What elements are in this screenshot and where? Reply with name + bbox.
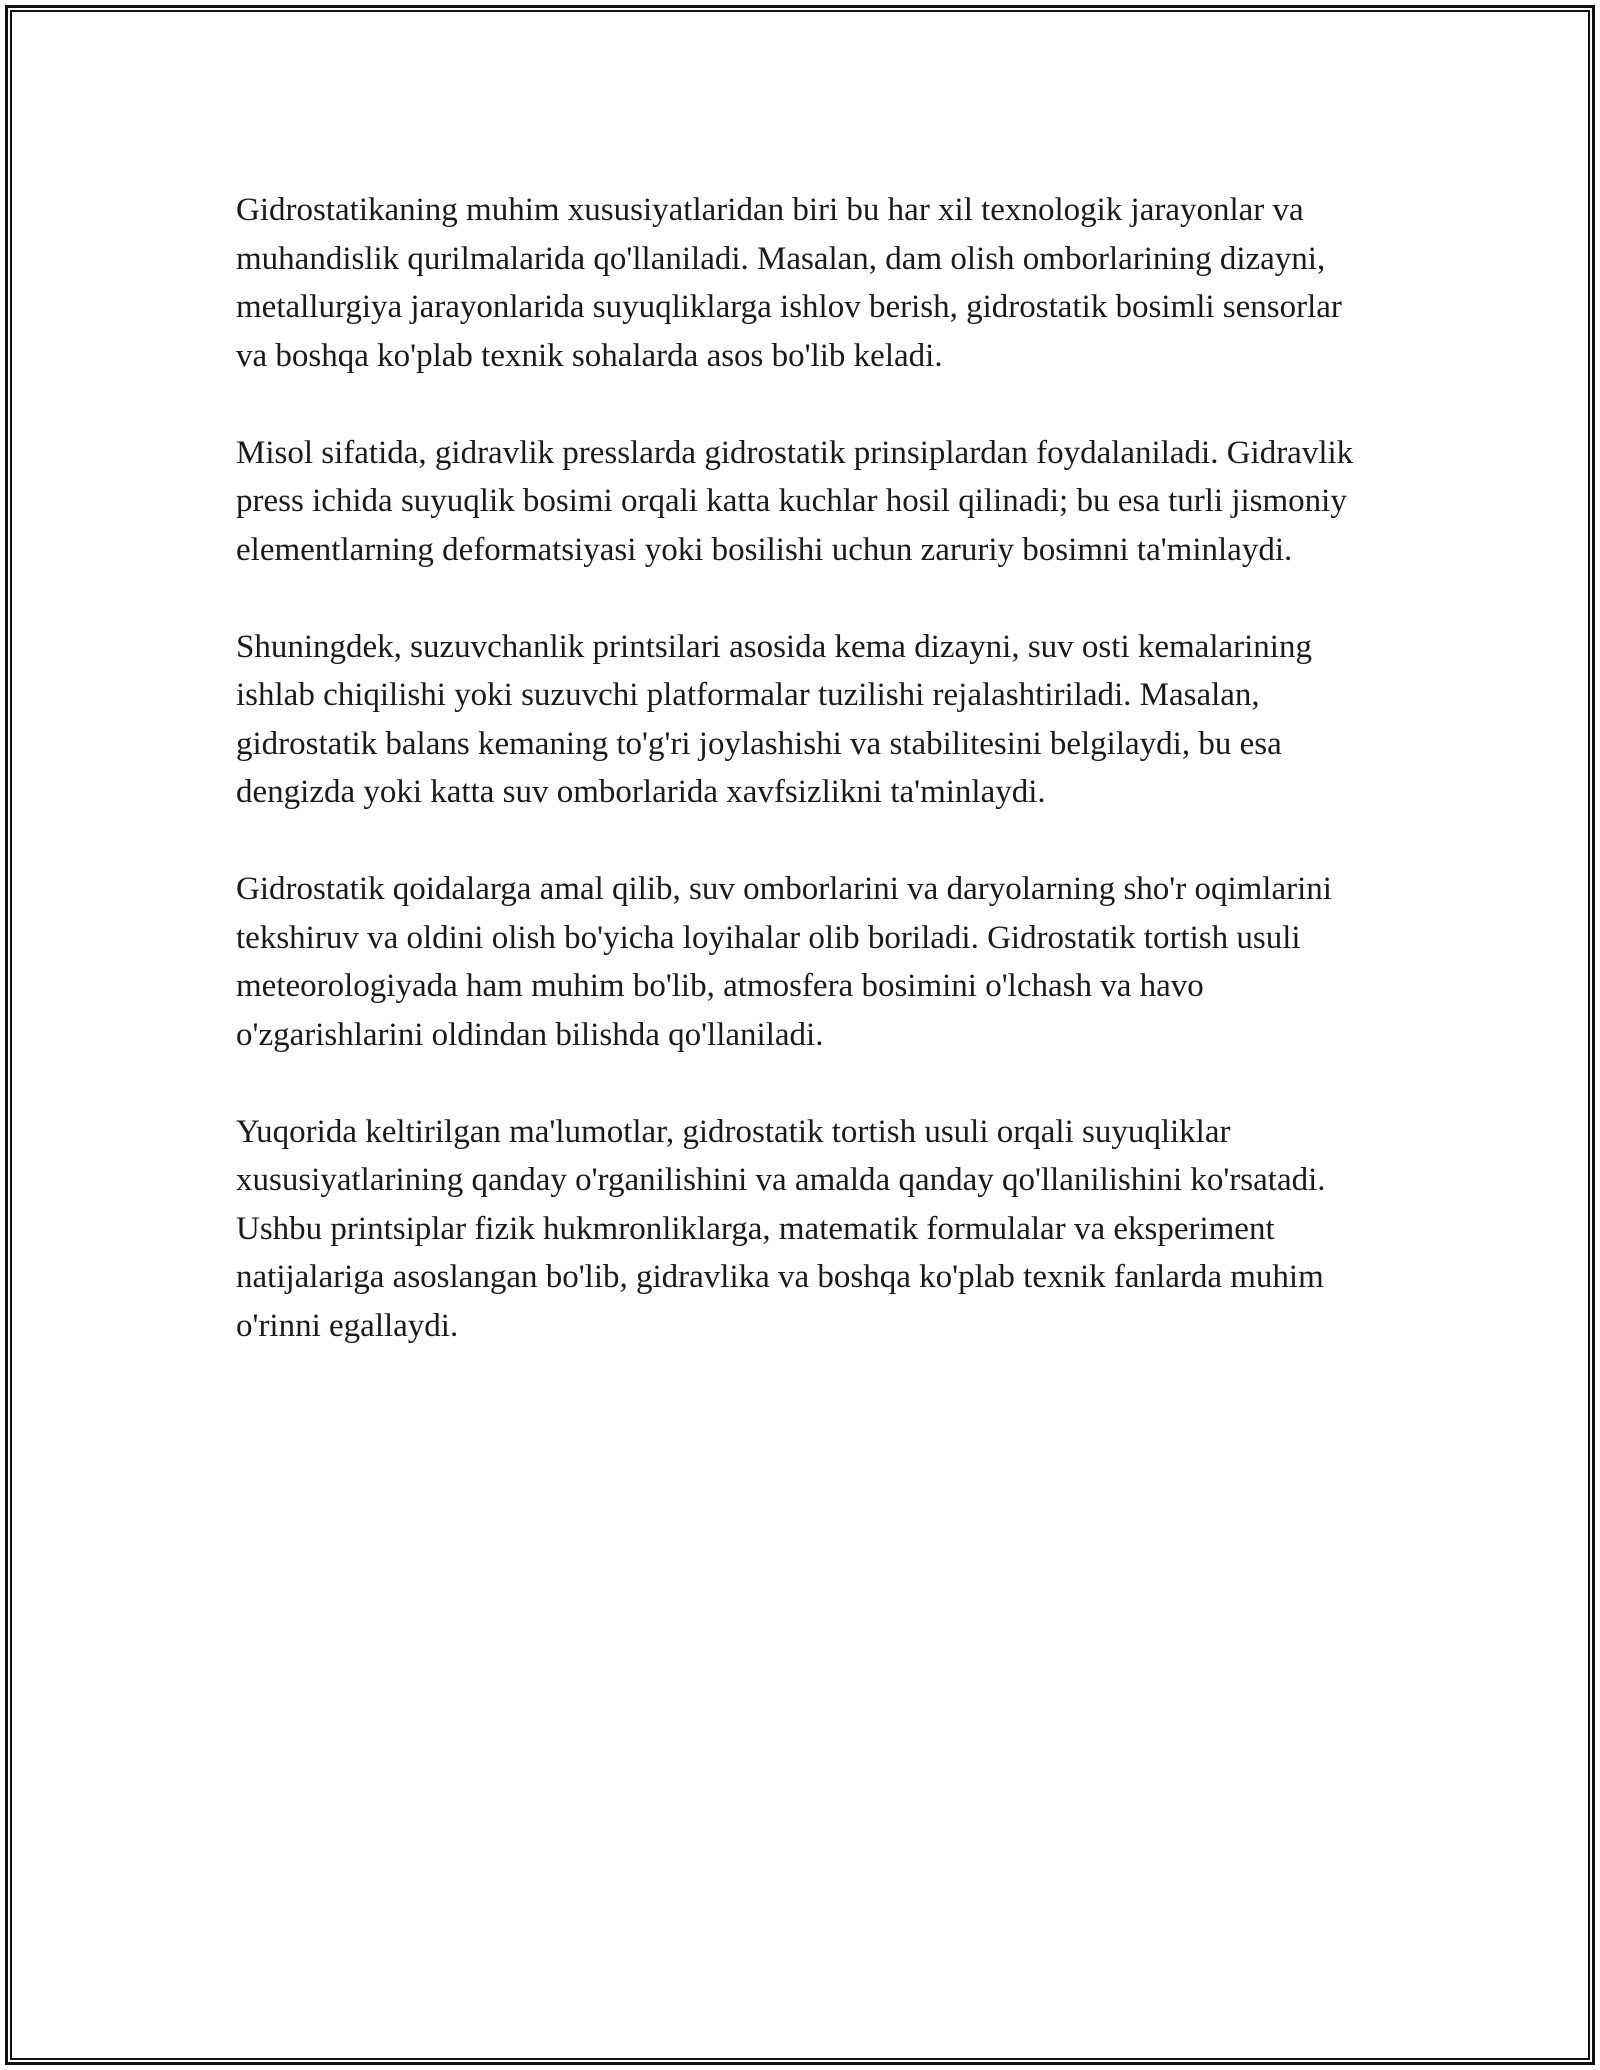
document-body	[236, 186, 1376, 1399]
paragraph-5: Yuqorida keltirilgan ma'lumotlar, gidrostatik tortish usuli orqali suyuqliklar xususiyatlarining qanday o'rganilishini va amalda qanday qo'llanilishini ko'rsatadi. Ushbu printsiplar fizik hukmronliklarga, matematik formulalar va eksperiment natijalariga asoslangan bo'lib, gidravlika va boshqa ko'plab texnik fanlarda muhim o'rinni egallaydi.	[236, 1113, 1326, 1344]
paragraph-3: Shuningdek, suzuvchanlik printsilari asosida kema dizayni, suv osti kemalarining ishlab chiqilishi yoki suzuvchi platformalar tuzilishi rejalashtiriladi. Masalan, gidrostatik balans kemaning to'g'ri joylashishi va stabilitesini belgilaydi, bu esa dengizda yoki katta suv omborlarida xavfsizlikni ta'minlaydi.	[236, 628, 1312, 810]
paragraph-2: Misol sifatida, gidravlik presslarda gidrostatik prinsiplardan foydalaniladi. Gidravlik press ichida suyuqlik bosimi orqali katta kuchlar hosil qilinadi; bu esa turli jismoniy elementlarning deformatsiyasi yoki bosilishi uchun zaruriy bosimni ta'minlaydi.	[236, 434, 1354, 568]
paragraph-4: Gidrostatik qoidalarga amal qilib, suv omborlarini va daryolarning sho'r oqimlarini tekshiruv va oldini olish bo'yicha loyihalar olib boriladi. Gidrostatik tortish usuli meteorologiyada ham muhim bo'lib, atmosfera bosimini o'lchash va havo o'zgarishlarini oldindan bilishda qo'llaniladi.	[236, 871, 1332, 1053]
paragraph-1: Gidrostatikaning muhim xususiyatlaridan biri bu har xil texnologik jarayonlar va muhandislik qurilmalarida qo'llaniladi. Masalan, dam olish omborlarining dizayni, metallurgiya jarayonlarida suyuqliklarga ishlov berish, gidrostatik bosimli sensorlar va boshqa ko'plab texnik sohalarda asos bo'lib keladi.	[236, 192, 1342, 374]
